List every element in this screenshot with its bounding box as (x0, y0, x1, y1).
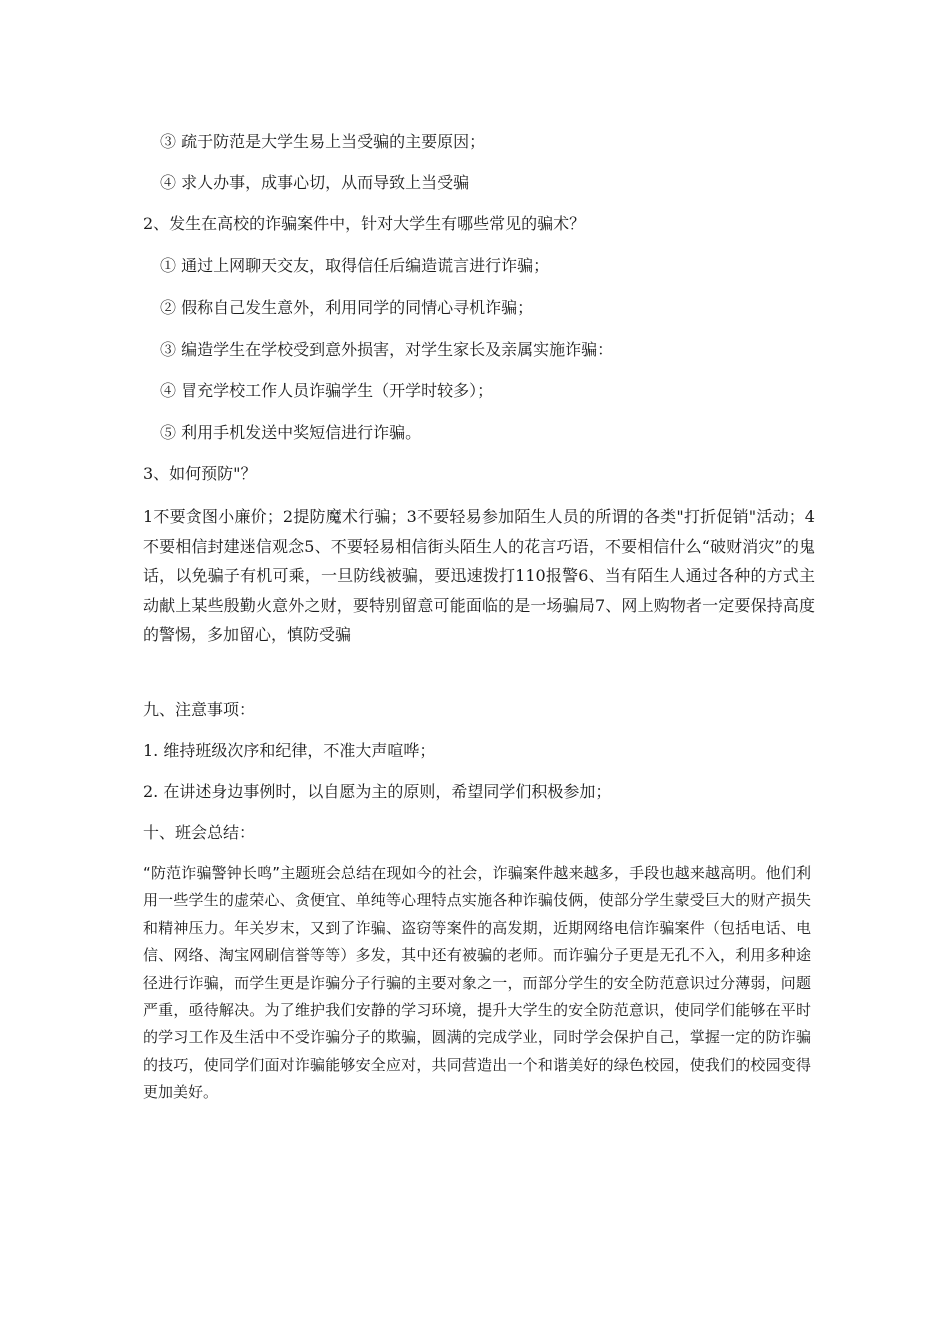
section-heading: 3、如何预防"？ (143, 464, 257, 483)
list-item: ④ 求人办事，成事心切，从而导致上当受骗 (160, 173, 470, 192)
paragraph: 1不要贪图小廉价；2提防魔术行骗；3不要轻易参加陌生人员的所谓的各类"打折促销"活动；4不要相信封建迷信观念5、不要轻易相信街头陌生人的花言巧语，不要相信什么“破财消灾”的鬼话，以免骗子有机可乘，一旦防线被骗，要迅速拨打110报警6、当有陌生人通过各种的方式主动献上某些殷勤火意外之财，要特别留意可能面临的是一场骗局7、网上购物者一定要保持高度的警惕，多加留心，慎防受骗 (143, 507, 815, 645)
list-item: ⑤ 利用手机发送中奖短信进行诈骗。 (160, 423, 422, 442)
list-item: ② 假称自己发生意外，利用同学的同情心寻机诈骗； (160, 298, 534, 317)
list-item: ④ 冒充学校工作人员诈骗学生（开学时较多）； (160, 381, 494, 400)
summary-paragraph: “防范诈骗警钟长鸣”主题班会总结在现如今的社会，诈骗案件越来越多，手段也越来越高明。他们利用一些学生的虚荣心、贪便宜、单纯等心理特点实施各种诈骗伎俩，使部分学生蒙受巨大的财产损失和精神压力。年关岁末，又到了诈骗、盗窃等案件的高发期，近期网络电信诈骗案件（包括电话、电信、网络、淘宝网刷信誉等等）多发，其中还有被骗的老师。而诈骗分子更是无孔不入，利用多种途径进行诈骗，而学生更是诈骗分子行骗的主要对象之一，而部分学生的安全防范意识过分薄弱，问题严重，亟待解决。为了维护我们安静的学习环境，提升大学生的安全防范意识，使同学们能够在平时的学习工作及生活中不受诈骗分子的欺骗，圆满的完成学业，同时学会保护自己，掌握一定的防诈骗的技巧，使同学们面对诈骗能够安全应对，共同营造出一个和谐美好的绿色校园，使我们的校园变得更加美好。 (143, 864, 811, 1102)
section-heading: 九、注意事项： (143, 700, 256, 719)
list-item: ③ 疏于防范是大学生易上当受骗的主要原因； (160, 132, 486, 151)
list-item: ① 通过上网聊天交友，取得信任后编造谎言进行诈骗； (160, 256, 550, 275)
list-item: ③ 编造学生在学校受到意外损害，对学生家长及亲属实施诈骗： (160, 340, 614, 359)
section-heading: 2、发生在高校的诈骗案件中，针对大学生有哪些常见的骗术？ (143, 214, 586, 233)
list-item: 1. 维持班级次序和纪律，不准大声喧哗； (143, 741, 436, 760)
section-heading: 十、班会总结： (143, 823, 256, 842)
list-item: 2. 在讲述身边事例时，以自愿为主的原则，希望同学们积极参加； (143, 782, 612, 801)
